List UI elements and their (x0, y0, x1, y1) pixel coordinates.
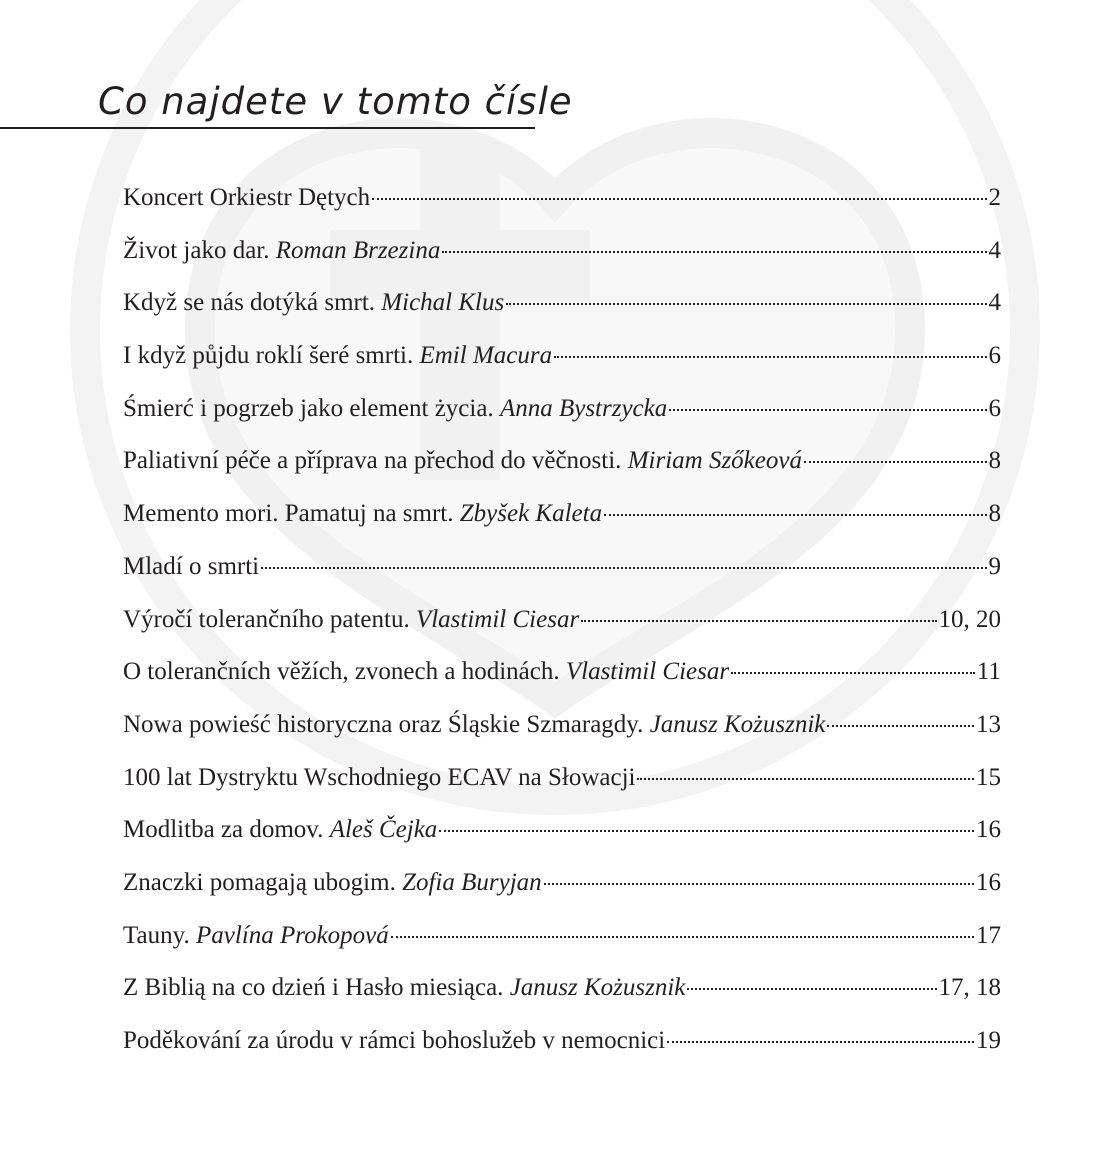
entry-title-text: Z Biblią na co dzień i Hasło miesiąca. (123, 974, 510, 1002)
toc-entry-title (123, 606, 579, 634)
entry-title-text: Modlitba za domov. (123, 816, 330, 844)
entry-title-text: O tolerančních věžích, zvonech a hodinách. (123, 658, 566, 686)
entry-author: Zofia Buryjan (402, 868, 542, 896)
dot-leader (604, 514, 986, 516)
entry-author: Miriam Szőkeová (627, 447, 802, 475)
entry-author: Pavlína Prokopová (196, 921, 389, 949)
entry-title-text: Śmierć i pogrzeb jako element życia. (123, 394, 500, 422)
dot-leader (261, 567, 986, 569)
toc-entry-title (123, 1027, 665, 1055)
dot-leader (554, 356, 986, 358)
entry-page-number: 11 (976, 658, 1001, 686)
toc-entry-title (123, 553, 259, 581)
toc-entry-title (123, 500, 602, 528)
dot-leader (731, 672, 975, 674)
entry-author: Vlastimil Ciesar (565, 658, 730, 686)
dot-leader (669, 409, 986, 411)
toc-entry[interactable] (123, 922, 1001, 975)
entry-title-text: Nowa powieść historyczna oraz Śląskie Szmaragdy. (123, 710, 650, 738)
entry-page-number: 17 (976, 921, 1001, 949)
table-of-contents (123, 184, 1001, 1080)
entry-page-number: 8 (988, 500, 1001, 528)
toc-entry-title (123, 764, 635, 792)
entry-author: Aleš Čejka (329, 816, 438, 844)
entry-title-text: Tauny. (123, 921, 196, 949)
toc-entry[interactable] (123, 974, 1001, 1027)
entry-page-number: 8 (988, 447, 1001, 475)
dot-leader (544, 883, 974, 885)
entry-title-text: 100 lat Dystryktu Wschodniego ECAV na Słowacji (123, 763, 636, 791)
toc-entry[interactable] (123, 711, 1001, 764)
toc-entry-title (123, 342, 552, 370)
dot-leader (687, 988, 936, 990)
entry-author: Michal Klus (381, 289, 505, 317)
entry-author: Vlastimil Ciesar (415, 605, 580, 633)
entry-page-number: 17, 18 (938, 974, 1001, 1002)
dot-leader (391, 936, 974, 938)
dot-leader (804, 461, 987, 463)
entry-author: Janusz Kożusznik (649, 710, 826, 738)
entry-page-number: 15 (976, 763, 1001, 791)
entry-author: Emil Macura (419, 342, 553, 370)
toc-entry[interactable] (123, 1027, 1001, 1080)
toc-entry-title (123, 395, 667, 423)
title-underline (0, 127, 535, 129)
toc-entry-title (123, 237, 440, 265)
toc-entry[interactable] (123, 606, 1001, 659)
entry-title-text: Výročí tolerančního patentu. (123, 605, 416, 633)
entry-title-text: Život jako dar. (123, 236, 276, 264)
toc-entry[interactable] (123, 658, 1001, 711)
entry-author: Roman Brzezina (275, 236, 441, 264)
entry-page-number: 19 (976, 1027, 1001, 1054)
dot-leader (667, 1041, 974, 1043)
dot-leader (637, 778, 974, 780)
entry-page-number: 13 (976, 710, 1001, 738)
toc-entry[interactable] (123, 500, 1001, 553)
dot-leader (581, 620, 936, 622)
entry-page-number: 6 (988, 342, 1001, 370)
toc-entry[interactable] (123, 816, 1001, 869)
dot-leader (827, 725, 974, 727)
entry-title-text: Mladí o smrti (123, 552, 260, 580)
toc-entry[interactable] (123, 764, 1001, 817)
toc-entry[interactable] (123, 342, 1001, 395)
dot-leader (506, 303, 986, 305)
entry-author: Zbyšek Kaleta (459, 500, 603, 528)
entry-page-number: 4 (988, 236, 1001, 264)
toc-entry[interactable] (123, 184, 1001, 237)
entry-title-text: Znaczki pomagają ubogim. (123, 868, 403, 896)
toc-entry-title (123, 816, 437, 844)
toc-entry-title (123, 447, 802, 475)
entry-title-text: Když se nás dotýká smrt. (123, 289, 382, 317)
toc-entry[interactable] (123, 447, 1001, 500)
toc-entry-title (123, 711, 825, 739)
entry-title-text: I když půjdu roklí šeré smrti. (123, 342, 420, 370)
entry-page-number: 9 (988, 552, 1001, 580)
entry-page-number: 10, 20 (938, 605, 1001, 633)
entry-page-number: 6 (988, 394, 1001, 422)
toc-entry[interactable] (123, 237, 1001, 290)
dot-leader (372, 198, 986, 200)
toc-entry[interactable] (123, 395, 1001, 448)
entry-title-text: Koncert Orkiestr Dętych (123, 184, 371, 211)
entry-page-number: 2 (988, 184, 1001, 211)
entry-author: Janusz Kożusznik (509, 974, 686, 1002)
toc-entry-title (123, 184, 370, 212)
toc-entry-title (123, 658, 729, 686)
dot-leader (439, 830, 974, 832)
toc-entry-title (123, 289, 504, 317)
toc-entry-title (123, 922, 389, 950)
toc-entry[interactable] (123, 869, 1001, 922)
entry-page-number: 4 (988, 289, 1001, 317)
entry-author: Anna Bystrzycka (499, 394, 668, 422)
page-title: Co najdete v tomto čísle (98, 80, 573, 123)
entry-title-text: Paliativní péče a příprava na přechod do věčnosti. (123, 447, 628, 475)
toc-entry-title (123, 869, 542, 897)
toc-entry[interactable] (123, 553, 1001, 606)
toc-entry[interactable] (123, 289, 1001, 342)
dot-leader (442, 251, 986, 253)
entry-page-number: 16 (976, 868, 1001, 896)
entry-page-number: 16 (976, 816, 1001, 844)
toc-entry-title (123, 974, 685, 1002)
entry-title-text: Poděkování za úrodu v rámci bohoslužeb v nemocnici (123, 1027, 666, 1054)
entry-title-text: Memento mori. Pamatuj na smrt. (123, 500, 460, 528)
